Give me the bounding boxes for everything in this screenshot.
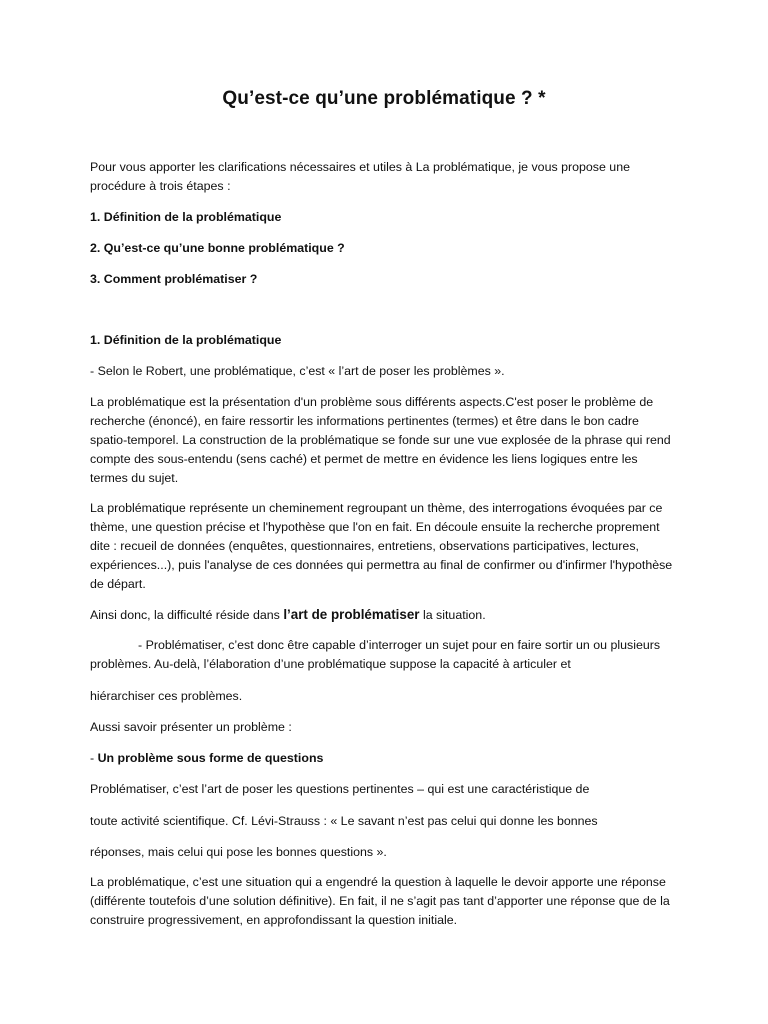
situation-paragraph: La problématique, c’est une situation qui a engendré la question à laquelle le devoir apporte une réponse (différente toutefois d’une solution définitive). En fait, il ne s’agit pas tant d’apporter une réponse que de la construire progressivement, en approfondissant la question initiale.: [90, 875, 670, 927]
art-line: Problématiser, c’est l’art de poser les questions pertinentes – qui est une caractéristique de: [90, 782, 590, 796]
levi-strauss-line: toute activité scientifique. Cf. Lévi-Strauss : « Le savant n’est pas celui qui donne les bonnes: [90, 814, 598, 828]
difficulty-emphasis: l’art de problématiser: [283, 607, 420, 622]
intro-paragraph: Pour vous apporter les clarifications nécessaires et utiles à La problématique, je vous propose une procédure à trois étapes :: [90, 160, 630, 193]
difficulty-text-after: la situation.: [419, 608, 486, 622]
questions-subheading-text: Un problème sous forme de questions: [97, 751, 324, 765]
step-2: 2. Qu’est-ce qu’une bonne problématique ?: [90, 241, 345, 255]
questions-dash: -: [90, 751, 98, 765]
difficulty-text-before: Ainsi donc, la difficulté réside dans: [90, 608, 284, 622]
section-1-heading: 1. Définition de la problématique: [90, 333, 282, 347]
robert-definition: - Selon le Robert, une problématique, c’est « l’art de poser les problèmes ».: [90, 364, 505, 378]
reponses-line: réponses, mais celui qui pose les bonnes questions ».: [90, 845, 387, 859]
questions-subheading: [90, 749, 678, 768]
aussi-line: Aussi savoir présenter un problème :: [90, 720, 292, 734]
problematiser-paragraph: - Problématiser, c’est donc être capable d’interroger un sujet pour en faire sortir un ou plusieurs problèmes. Au-delà, l’élaboration d’une problématique suppose la capacité à articuler et: [90, 638, 661, 671]
document-title: Qu’est-ce qu’une problématique ? *: [222, 88, 546, 109]
step-1: 1. Définition de la problématique: [90, 210, 282, 224]
difficulty-line: [90, 605, 678, 625]
cheminement-paragraph: La problématique représente un cheminement regroupant un thème, des interrogations évoquées par ce thème, une question précise et l'hypothèse que l'on en fait. En découle ensuite la recherche proprement dite : recueil de données (enquêtes, questionnaires, entretiens, observations participatives, lectures, expériences...), puis l'analyse de ces données qui permettra au final de confirmer ou d'infirmer l'hypothèse de départ.: [90, 501, 673, 591]
step-3: 3. Comment problématiser ?: [90, 272, 258, 286]
presentation-paragraph: La problématique est la présentation d'un problème sous différents aspects.C'est poser le problème de recherche (énoncé), en faire ressortir les informations pertinentes (termes) et être dans le bon cadre spatio-temporel. La construction de la problématique se fonde sur une vue explosée de la phrase qui rend compte des sous-entendu (sens caché) et permet de mettre en évidence les liens logiques entre les termes du sujet.: [90, 395, 671, 485]
hierarchiser-line: hiérarchiser ces problèmes.: [90, 689, 243, 703]
